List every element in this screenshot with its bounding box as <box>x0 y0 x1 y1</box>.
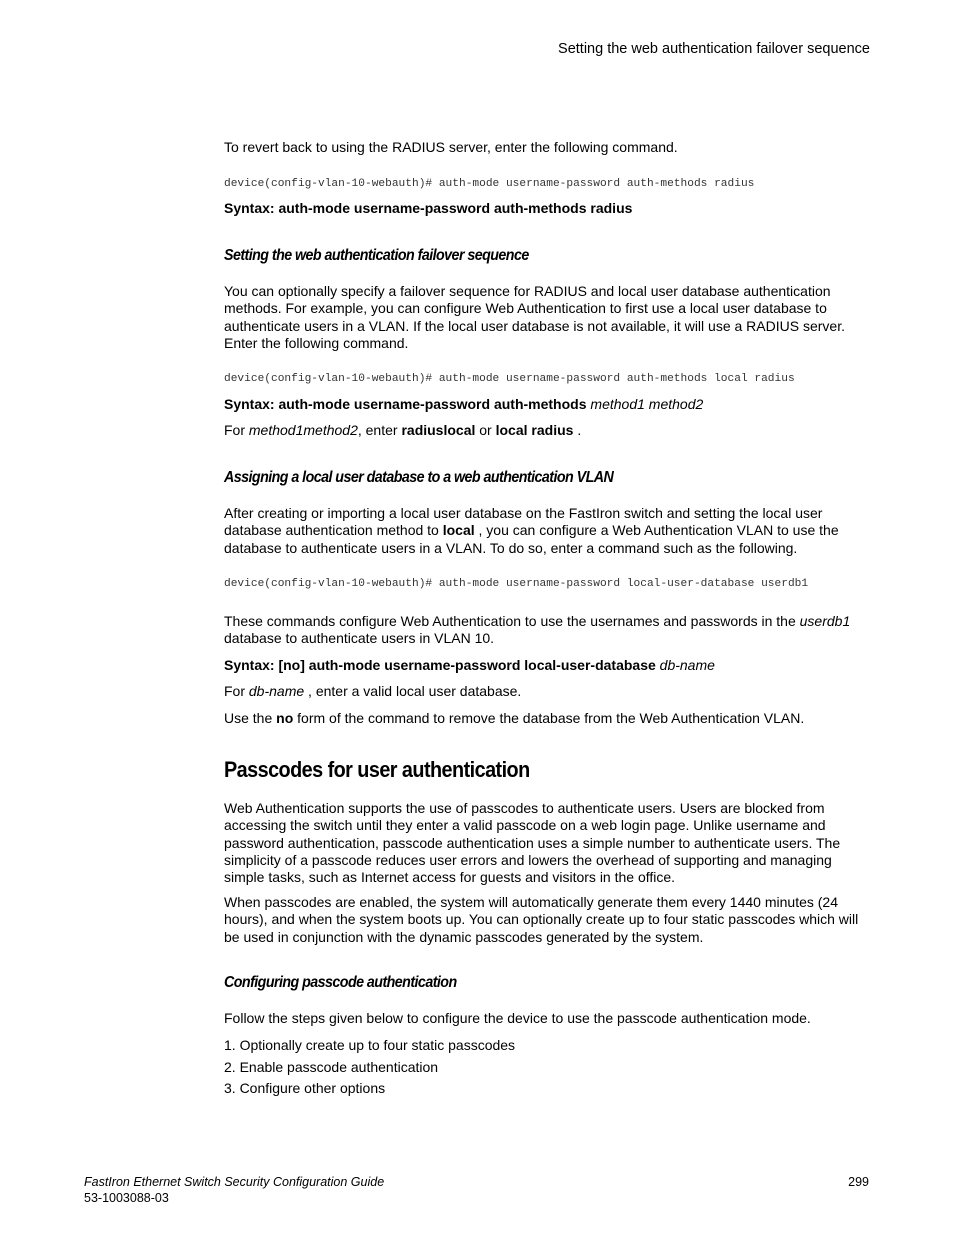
running-header: Setting the web authentication failover sequence <box>558 41 870 57</box>
list-item: 1. Optionally create up to four static passcodes <box>224 1037 516 1053</box>
assign-syntax: Syntax: [no] auth-mode username-password local-user-database db-name <box>224 657 715 673</box>
footer-title: FastIron Ethernet Switch Security Configuration Guide <box>84 1175 385 1189</box>
page-number: 299 <box>848 1175 869 1189</box>
failover-body: You can optionally specify a failover sequence for RADIUS and local user database authentication methods. For example, you can configure Web Authentication to first use a local user database to authenticate users in a VLAN. If the local user database is not available, it will use a RADIUS server. Enter the following command. <box>224 283 845 351</box>
list-item: 2. Enable passcode authentication <box>224 1058 439 1075</box>
configuring-heading: Configuring passcode authentication <box>224 974 457 991</box>
failover-code: device(config-vlan-10-webauth)# auth-mode username-password auth-methods local radius <box>224 373 795 385</box>
assign-heading: Assigning a local user database to a web authentication VLAN <box>224 469 614 486</box>
revert-intro: To revert back to using the RADIUS server, enter the following command. <box>224 139 678 155</box>
footer-left <box>84 1175 384 1206</box>
configuring-intro: Follow the steps given below to configure the device to use the passcode authentication mode. <box>224 1010 811 1026</box>
passcodes-para2: When passcodes are enabled, the system will automatically generate them every 1440 minutes (24 hours), and when the system boots up. You can optionally create up to four static passcodes which will be used in conjunction with the dynamic passcodes generated by the system. <box>224 894 859 945</box>
failover-for-line: For method1method2, enter radiuslocal or local radius . <box>224 422 582 438</box>
passcodes-para1: Web Authentication supports the use of passcodes to authenticate users. Users are blocked from accessing the switch until they enter a valid passcode on a web login page. Unlike username and password authentication, passcode authentication uses a simple number to authenticate users. The simplicity of a passcode reduces user errors and lowers the overhead of supporting and managing simple tasks, such as Internet access for guests and visitors in the office. <box>224 800 841 886</box>
footer-doc-number: 53-1003088-03 <box>84 1190 169 1205</box>
revert-syntax: Syntax: auth-mode username-password auth-methods radius <box>224 200 633 216</box>
assign-para2: These commands configure Web Authentication to use the usernames and passwords in the userdb1 database to authenticate users in VLAN 10. <box>224 613 851 647</box>
assign-code: device(config-vlan-10-webauth)# auth-mode username-password local-user-database userdb1 <box>224 578 809 590</box>
failover-heading: Setting the web authentication failover sequence <box>224 247 529 264</box>
revert-code: device(config-vlan-10-webauth)# auth-mode username-password auth-methods radius <box>224 178 755 190</box>
steps-list <box>224 1037 869 1102</box>
assign-use-line: Use the no form of the command to remove the database from the Web Authentication VLAN. <box>224 710 805 726</box>
failover-syntax: Syntax: auth-mode username-password auth-methods method1 method2 <box>224 396 704 412</box>
passcodes-heading: Passcodes for user authentication <box>224 757 530 782</box>
assign-body: After creating or importing a local user database on the FastIron switch and setting the local user database authentication method to local , you can configure a Web Authentication VLAN to use the database to authenticate users in a VLAN. To do so, enter a command such as the following. <box>224 505 839 556</box>
assign-for-line: For db-name , enter a valid local user database. <box>224 683 522 699</box>
list-item: 3. Configure other options <box>224 1080 386 1096</box>
